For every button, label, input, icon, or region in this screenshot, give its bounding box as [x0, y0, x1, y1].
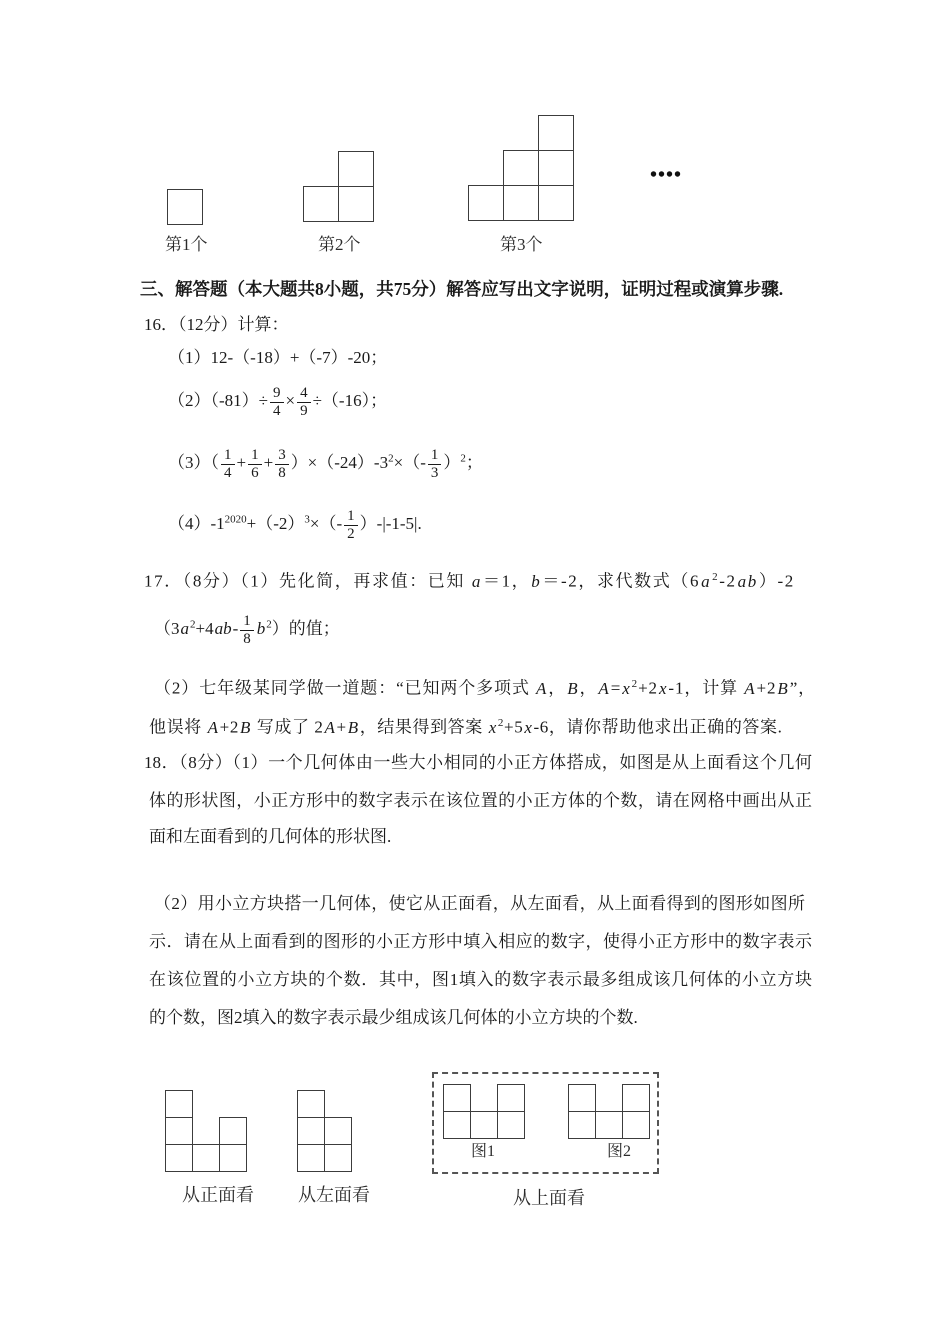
grid-cell: [497, 1111, 525, 1139]
section-heading: 三、解答题（本大题共8小题，共75分）解答应写出文字说明，证明过程或演算步骤.: [140, 279, 784, 299]
grid-cell: [338, 151, 374, 187]
pattern-figure-3-label: 第3个: [500, 235, 543, 254]
q18-line-1: 18．（8分）（1）一个几何体由一些大小相同的小正方体搭成，如图是从上面看这个几何: [144, 753, 812, 772]
grid-cell: [568, 1084, 596, 1112]
grid-cell: [324, 1144, 352, 1172]
grid-cell: [165, 1090, 193, 1118]
q18b-line-4: 的个数，图2填入的数字表示最少组成该几何体的小立方块的个数.: [149, 1008, 638, 1027]
grid-cell: [595, 1111, 623, 1139]
grid-cell: [568, 1111, 596, 1139]
grid-cell: [219, 1117, 247, 1145]
q18b-line-3: 在该位置的小立方块的个数．其中，图1填入的数字表示最多组成该几何体的小立方块: [149, 970, 812, 989]
grid-cell: [503, 150, 539, 186]
grid-cell: [297, 1117, 325, 1145]
grid-cell: [297, 1090, 325, 1118]
q16-part-2: （2）（-81）÷ $\frac{9}{4}$ × $\frac{4}{9}$ ÷（-16）；: [168, 385, 388, 419]
grid-cell: [538, 185, 574, 221]
q18-line-2: 体的形状图，小正方形中的数字表示在该位置的小正方体的个数，请在网格中画出从正: [149, 791, 812, 810]
grid-cell: [470, 1111, 498, 1139]
grid-cell: [497, 1084, 525, 1112]
q18b-line-1: （2）用小立方块搭一几何体，使它从正面看，从左面看，从上面看得到的图形如图所: [154, 894, 805, 913]
grid-cell: [167, 189, 203, 225]
grid-cell: [468, 185, 504, 221]
grid-cell: [324, 1117, 352, 1145]
grid-cell: [503, 185, 539, 221]
grid-cell: [219, 1144, 247, 1172]
grid-cell: [165, 1117, 193, 1145]
grid-cell: [303, 186, 339, 222]
q16-part-1: （1）12-（-18）+（-7）-20；: [168, 348, 388, 367]
q18b-line-2: 示．请在从上面看到的图形的小正方形中填入相应的数字，使得小正方形中的数字表示: [149, 932, 812, 951]
grid-cell: [297, 1144, 325, 1172]
grid-cell: [443, 1111, 471, 1139]
pattern-figure-1-label: 第1个: [165, 235, 208, 254]
q16-part-3: （3）（ $\frac{1}{4}$ + $\frac{1}{6}$ + $\frac{3}{8}$ ）$\times(-24)-3^2\times(-$ $\frac{1}{3}$ ）$^2$；: [168, 447, 483, 481]
grid-cell: [622, 1084, 650, 1112]
q17-line-4: 他误将 A+2B 写成了 2A+B，结果得到答案 $x^2+5x-6$，请你帮助他求出正确的答案.: [149, 717, 783, 737]
left-view-label: 从左面看: [298, 1185, 370, 1205]
ellipsis-dots: ••••: [650, 164, 683, 186]
grid-cell: [192, 1144, 220, 1172]
grid-cell: [538, 115, 574, 151]
q16-part-4: $(4)-1^{2020}+(-2)^3\times(-$ $\frac{1}{2}$ ）-|-1-5|.: [168, 508, 422, 542]
q17-line-1: 17．（8分）（1）先化简，再求值：已知 a＝1，b＝-2，求代数式$(6a^2-2ab)-2$: [144, 571, 795, 591]
front-view-label: 从正面看: [182, 1185, 254, 1205]
q17-line-2: （$3a^2+4ab-$ $\frac{1}{8}$ $b^2$）的值；: [154, 613, 340, 647]
grid-cell: [622, 1111, 650, 1139]
top-view-figure-1-label: 图1: [471, 1143, 496, 1160]
grid-cell: [538, 150, 574, 186]
q17-line-3: （2）七年级某同学做一道题：“已知两个多项式 A，B，$A=x^2+2x-1$，计算 A+2B”，: [154, 678, 817, 698]
grid-cell: [443, 1084, 471, 1112]
top-view-figure-2-label: 图2: [607, 1143, 632, 1160]
grid-cell: [165, 1144, 193, 1172]
q16-title: 16．（12分）计算：: [144, 315, 289, 334]
pattern-figure-2-label: 第2个: [318, 235, 361, 254]
grid-cell: [338, 186, 374, 222]
q18-line-3: 面和左面看到的几何体的形状图.: [149, 827, 392, 846]
top-view-label: 从上面看: [513, 1188, 585, 1208]
